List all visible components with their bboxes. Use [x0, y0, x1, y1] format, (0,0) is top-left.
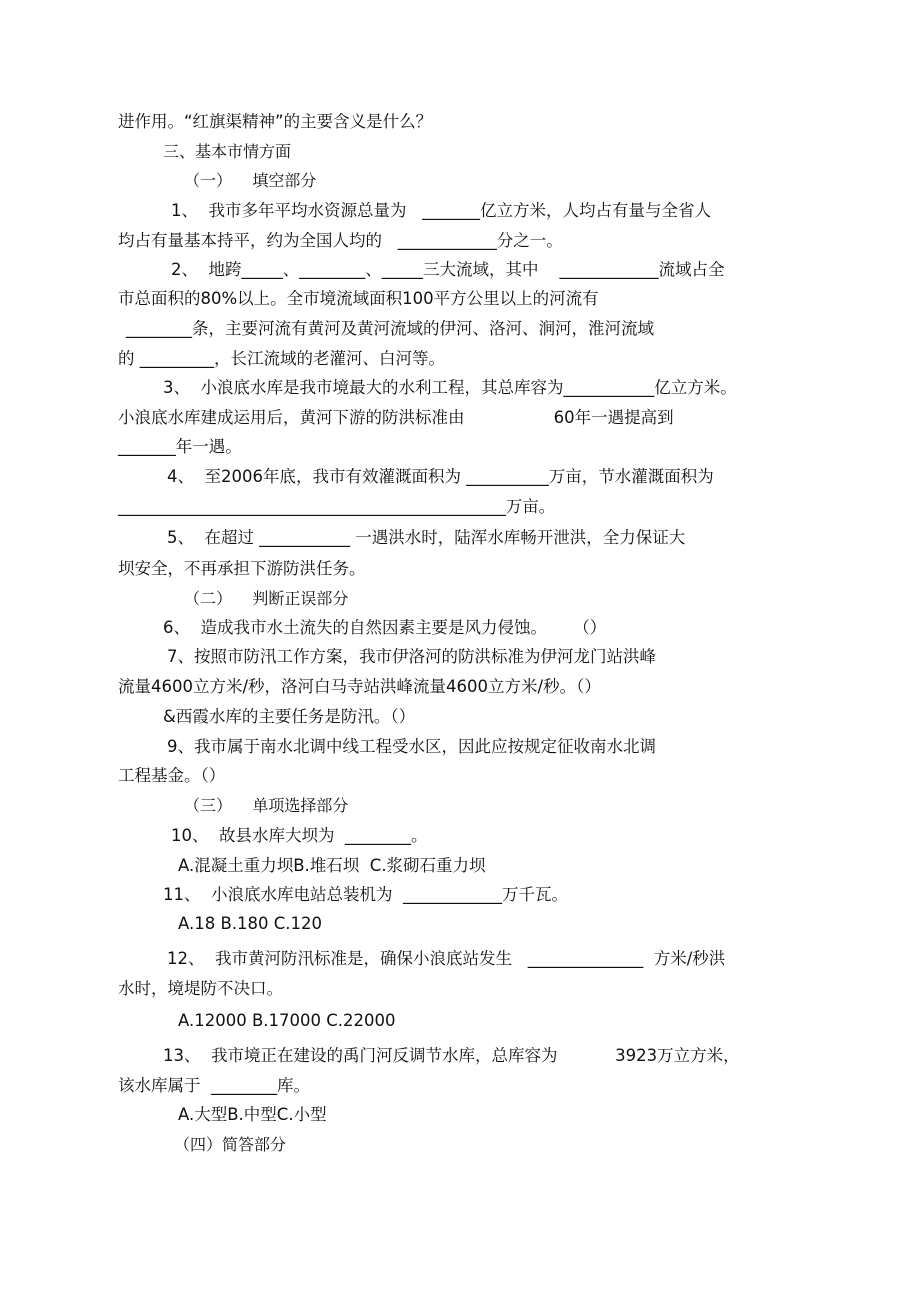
question-1-line-2: 均占有量基本持平，约为全国人均的 ____________分之一。 [118, 231, 563, 250]
question-12-options: A.12000 B.17000 C.22000 [178, 1011, 396, 1030]
question-13-line-1: 13、 我市境正在建设的禹门河反调节水库，总库容为 3923万立方米， [163, 1046, 740, 1065]
question-1-line-1: 1、 我市多年平均水资源总量为 _______亿立方米，人均占有量与全省人 [171, 201, 711, 220]
subsection-short-answer: （四）简答部分 [174, 1135, 287, 1154]
question-10: 10、 故县水库大坝为 ________。 [171, 826, 428, 845]
question-2-line-1: 2、 地跨_____、________、_____三大流域，其中 ____________流域占全 [171, 260, 725, 279]
question-7-line-1: 7、按照市防汛工作方案，我市伊洛河的防洪标准为伊河龙门站洪峰 [167, 647, 656, 666]
question-5-line-2: 坝安全，不再承担下游防洪任务。 [118, 559, 366, 578]
subsection-single-choice: （三） 单项选择部分 [184, 796, 349, 815]
question-12-line-1: 12、 我市黄河防汛标准是，确保小浪底站发生 ______________ 方米/秒洪 [167, 949, 726, 968]
text-line-1: 进作用。“红旗渠精神”的主要含义是什么？ [118, 112, 433, 131]
question-11-options: A.18 B.180 C.120 [178, 914, 323, 933]
subsection-fill-blank: （一） 填空部分 [184, 171, 317, 190]
question-3-line-2: 小浪底水库建成运用后，黄河下游的防洪标准由 60年一遇提高到 [118, 408, 674, 427]
question-11: 11、 小浪底水库电站总装机为 ____________万千瓦。 [163, 885, 568, 904]
question-10-options: A.混凝土重力坝B.堆石坝 C.浆砌石重力坝 [178, 856, 486, 875]
question-4-line-1: 4、 至2006年底，我市有效灌溉面积为 __________万亩，节水灌溉面积为 [167, 467, 714, 486]
question-12-line-2: 水时，境堤防不决口。 [118, 979, 283, 998]
section-heading-3: 三、基本市情方面 [163, 142, 292, 161]
question-2-line-3: ________条，主要河流有黄河及黄河流域的伊河、洛河、涧河，淮河流域 [126, 319, 654, 338]
question-9-line-2: 工程基金。（） [118, 766, 226, 785]
question-3-line-3: _______年一遇。 [118, 437, 242, 456]
question-7-line-2: 流量4600立方米/秒，洛河白马寺站洪峰流量4600立方米/秒。（） [118, 677, 601, 696]
question-13-options: A.大型B.中型C.小型 [178, 1105, 327, 1124]
question-13-line-2: 该水库属于 ________库。 [118, 1076, 310, 1095]
question-2-line-2: 市总面积的80%以上。全市境流域面积100平方公里以上的河流有 [118, 289, 599, 308]
question-3-line-1: 3、 小浪底水库是我市境最大的水利工程，其总库容为___________亿立方米。 [163, 378, 737, 397]
question-6: 6、 造成我市水土流失的自然因素主要是风力侵蚀。 （） [163, 618, 607, 637]
question-4-line-2: _______________________________________________万亩。 [118, 497, 556, 516]
question-8: &西霞水库的主要任务是防汛。（） [163, 707, 416, 726]
question-9-line-1: 9、我市属于南水北调中线工程受水区，因此应按规定征收南水北调 [167, 737, 656, 756]
question-5-line-1: 5、 在超过 ___________ 一遇洪水时，陆浑水库畅开泄洪，全力保证大 [167, 528, 686, 547]
subsection-true-false: （二） 判断正误部分 [184, 589, 349, 608]
question-2-line-4: 的 _________，长江流域的老灌河、白河等。 [118, 349, 445, 368]
